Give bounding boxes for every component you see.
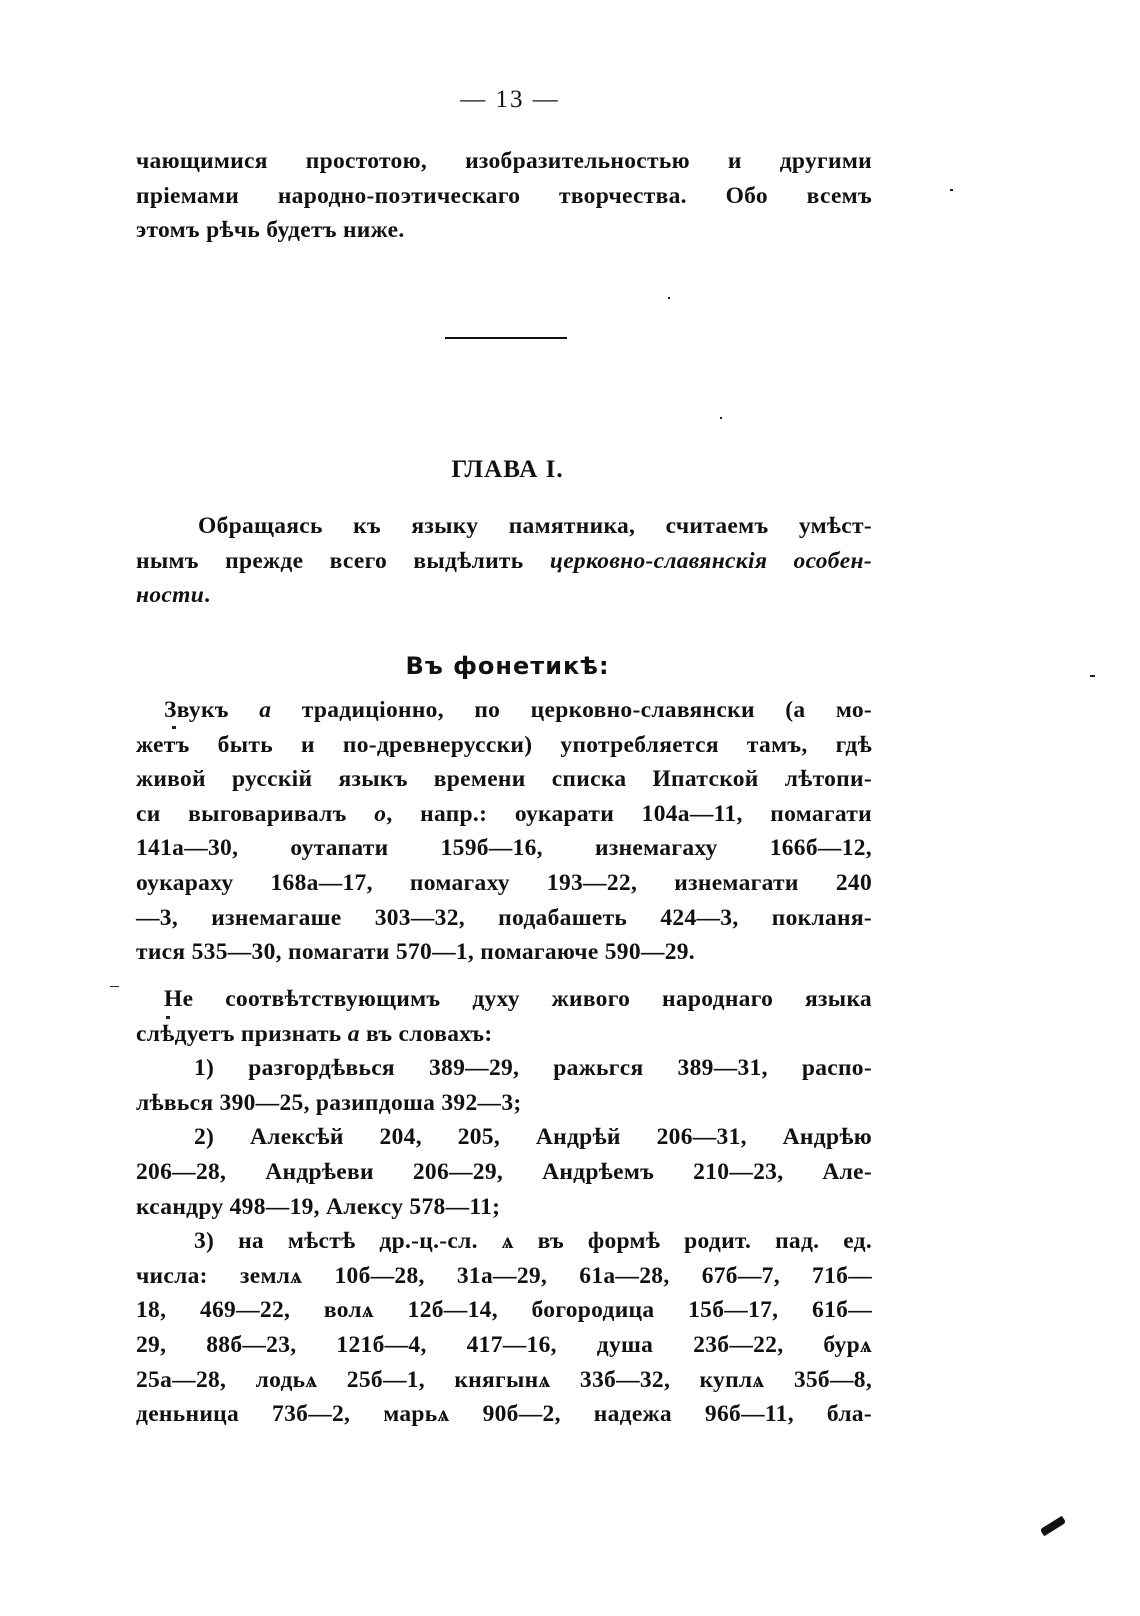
- text-line: [136, 578, 872, 613]
- text-line: [136, 1017, 872, 1052]
- list-item-2-line: 2) Алексѣй 204, 205, Андрѣй 206—31, Андрѣю: [194, 1124, 872, 1151]
- text-line: Обращаясь къ языку памятника, считаемъ умѣст-: [198, 513, 872, 539]
- text-line: пріемами народно-поэтическаго творчества. Обо всемъ: [136, 182, 872, 209]
- list-item-3-line: 18, 469—22, волѧ 12б—14, богородица 15б—17, 61б—: [136, 1297, 872, 1324]
- text-line: [136, 693, 872, 728]
- text-line: жетъ быть и по-древнерусски) употребляется тамъ, гдѣ: [136, 731, 872, 758]
- page-number: — 13 —: [460, 86, 560, 113]
- list-item-3-line: 29, 88б—23, 121б—4, 417—16, душа 23б—22, бурѧ: [136, 1331, 872, 1358]
- italic-term: церковно-славянскія особен-: [549, 547, 873, 574]
- italic-letter: а: [347, 1020, 360, 1047]
- text-fragment: слѣдуетъ признать: [136, 1020, 348, 1047]
- scan-speck: [950, 189, 953, 191]
- text-fragment: традиціонно, по церковно-славянски (а мо-: [271, 697, 872, 723]
- chapter-title: ГЛАВА I.: [451, 456, 564, 483]
- paragraph-not-matching: [136, 982, 872, 1432]
- scan-speck: [668, 297, 670, 299]
- text-fragment: , напр.: оукарати 104а—11, помагати: [386, 800, 872, 827]
- text-fragment: нымъ прежде всего выдѣлить: [136, 547, 550, 574]
- text-fragment: си выговаривалъ: [136, 800, 375, 827]
- intro-paragraph: [136, 144, 872, 248]
- paragraph-sound-a: [136, 693, 872, 970]
- scan-speck: [166, 1016, 170, 1019]
- text-fragment: въ словахъ:: [359, 1020, 493, 1047]
- text-line: этомъ рѣчь будетъ ниже.: [136, 217, 405, 244]
- italic-letter: о: [374, 800, 387, 827]
- text-line: Не соотвѣтствующимъ духу живого народнаго языка: [164, 986, 872, 1012]
- section-divider: [445, 337, 567, 339]
- italic-term: ности: [136, 582, 205, 609]
- list-item-2-line: 206—28, Андрѣеви 206—29, Андрѣемъ 210—23, Але-: [136, 1158, 872, 1185]
- list-item-2-line: ксандру 498—19, Алексу 578—11;: [136, 1193, 501, 1220]
- scan-speck: [1090, 675, 1095, 677]
- italic-letter: а: [259, 697, 272, 723]
- text-line: чающимися простотою, изобразительностью и другими: [136, 148, 872, 174]
- text-line: тися 535—30, помагати 570—1, помагаюче 590—29.: [136, 939, 695, 966]
- text-fragment: Звукъ: [164, 697, 260, 723]
- list-item-3-line: деньница 73б—2, марьѧ 90б—2, надежа 96б—11, бла-: [136, 1401, 872, 1428]
- text-line: 141а—30, оутапати 159б—16, изнемагаху 166б—12,: [136, 835, 872, 862]
- text-fragment: .: [204, 582, 211, 609]
- list-item-3-line: 25а—28, лодьѧ 25б—1, княгынѧ 33б—32, куплѧ 35б—8,: [136, 1366, 872, 1393]
- section-heading: Въ фонетикѣ:: [405, 652, 610, 680]
- list-item-1-line: 1) разгордѣвься 389—29, ражьгся 389—31, распо-: [194, 1055, 872, 1082]
- list-item-1-line: лѣвься 390—25, разипдоша 392—3;: [136, 1089, 522, 1116]
- list-item-3-line: числа: землѧ 10б—28, 31а—29, 61а—28, 67б—7, 71б—: [136, 1262, 872, 1289]
- chapter-intro-paragraph: [136, 509, 872, 613]
- text-line: —3, изнемагаше 303—32, подабашеть 424—3, покланя-: [136, 904, 872, 931]
- scan-speck: [110, 986, 119, 987]
- text-line: живой русскій языкъ времени списка Ипатской лѣтопи-: [136, 766, 872, 793]
- list-item-3-line: 3) на мѣстѣ др.-ц.-сл. ѧ въ формѣ родит. пад. ед.: [194, 1228, 872, 1255]
- text-line: оукараху 168а—17, помагаху 193—22, изнемагати 240: [136, 869, 872, 896]
- scan-speck: [720, 417, 722, 419]
- text-line: [136, 797, 872, 832]
- scan-speck: [172, 726, 176, 729]
- ink-mark-icon: [1040, 1516, 1066, 1537]
- text-line: [136, 544, 872, 579]
